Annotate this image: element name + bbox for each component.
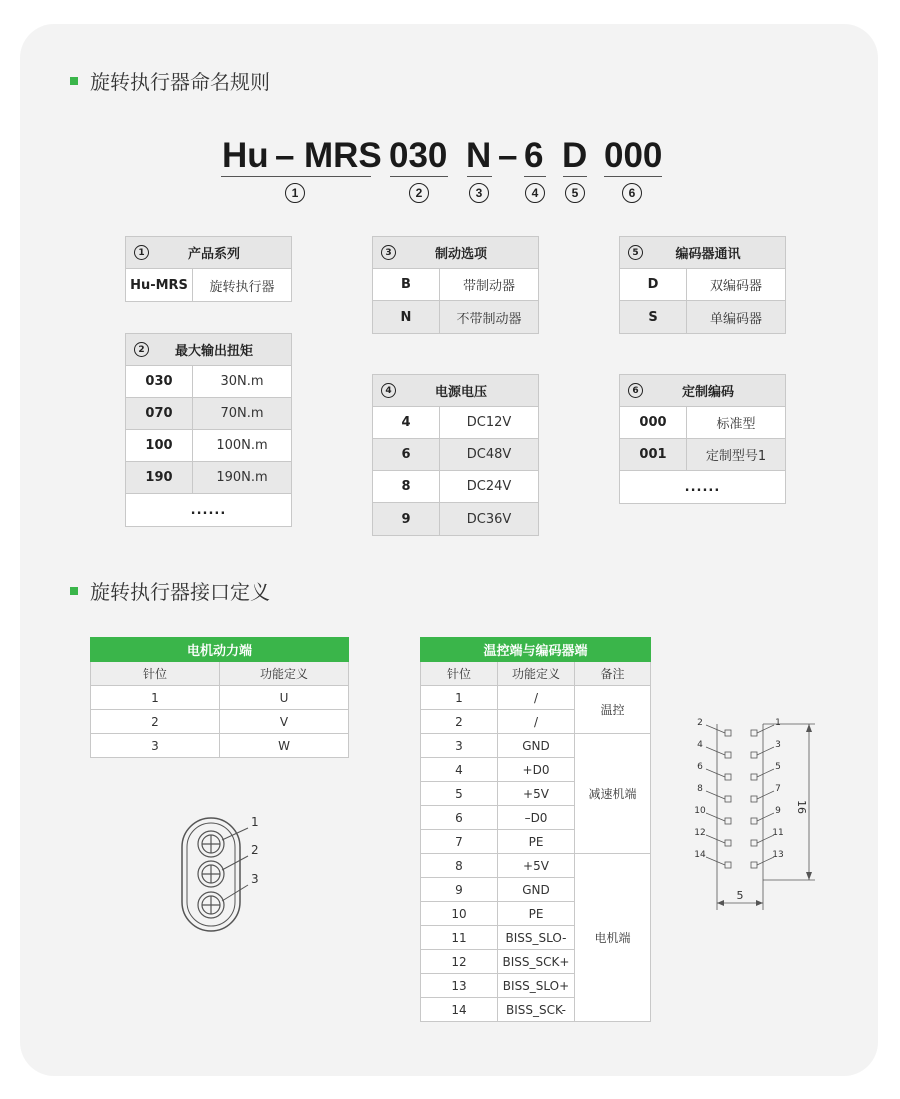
table-row: 001 定制型号1	[620, 439, 785, 471]
table-more-row: ......	[684, 479, 721, 495]
code-dash-1: –	[275, 136, 295, 175]
marker-5-icon: 5	[565, 183, 585, 203]
table-row: 7 PE	[421, 830, 651, 854]
table-row: 2 /	[421, 710, 651, 734]
pin-leader-line	[757, 769, 774, 777]
table-header: 4 电源电压	[373, 375, 538, 407]
code-part-custom: 000	[604, 136, 663, 175]
group-label: 温控	[575, 686, 651, 734]
pin-label: 13	[772, 850, 784, 860]
pin-label: 7	[775, 784, 781, 794]
pin-leader-line	[757, 791, 774, 799]
table-row: 5 +5V	[421, 782, 651, 806]
table-header: 3 制动选项	[373, 237, 538, 269]
pin-leader-line	[706, 857, 725, 865]
pin-left	[725, 840, 731, 846]
pin-label: 1	[775, 718, 781, 728]
pin-leader-line	[706, 813, 725, 821]
pin-left	[725, 774, 731, 780]
table-row: 8 +5V 电机端	[421, 854, 651, 878]
naming-section-title	[70, 66, 270, 95]
marker-6-icon: 6	[622, 183, 642, 203]
table-row: 6 –D0	[421, 806, 651, 830]
table-row: N 不带制动器	[373, 301, 538, 333]
pin-right	[751, 818, 757, 824]
table-row: 000 标准型	[620, 407, 785, 439]
table-row: 8 DC24V	[373, 471, 538, 503]
connector-label-1: 1	[251, 815, 259, 829]
table-row: Hu-MRS 旋转执行器	[126, 269, 291, 301]
pin-leader-line	[757, 725, 774, 733]
pin-left	[725, 752, 731, 758]
pin-leader-line	[757, 747, 774, 755]
pin-left	[725, 818, 731, 824]
table-row: 9 DC36V	[373, 503, 538, 535]
underline-encoder	[563, 176, 587, 177]
interface-section-title	[70, 576, 270, 605]
power-connector-diagram	[170, 810, 280, 935]
table-row: D 双编码器	[620, 269, 785, 301]
pin-label: 2	[697, 718, 703, 728]
underline-series	[221, 176, 371, 177]
pin-label: 9	[775, 806, 781, 816]
table-row: 100 100N.m	[126, 430, 291, 462]
table-custom-code	[619, 374, 786, 504]
table-row: 12 BISS_SCK+	[421, 950, 651, 974]
table-title: 温控端与编码器端	[421, 638, 651, 662]
pin-leader-line	[706, 725, 725, 733]
marker-1-icon: 1	[285, 183, 305, 203]
pin-label: 4	[697, 740, 703, 750]
pin-right	[751, 840, 757, 846]
pin-leader-line	[706, 835, 725, 843]
pin-right	[751, 774, 757, 780]
pin-leader-line	[706, 747, 725, 755]
pin-right	[751, 730, 757, 736]
table-more-row: ......	[190, 502, 227, 518]
group-label: 电机端	[575, 854, 651, 1022]
pin-label: 3	[775, 740, 781, 750]
marker-2-icon: 2	[409, 183, 429, 203]
table-max-torque	[125, 333, 292, 527]
table-row: 1 / 温控	[421, 686, 651, 710]
code-dash-2: –	[498, 136, 518, 175]
table-brake-options	[372, 236, 539, 334]
pin-leader-line	[706, 791, 725, 799]
table-title: 电机动力端	[91, 638, 349, 662]
signal-pin-table: 温控端与编码器端 针位 功能定义 备注 1 / 温控 2 / 3 GND 减速机端 4 +D0 5 +5V 6 –D0 7 PE 8 +5V 电机端 9 GND 10 PE 11 BISS_SLO- 12 BISS_SCK+ 13 BISS_SLO+ 14 BISS_SCK-	[420, 637, 651, 1022]
pin-label: 6	[697, 762, 703, 772]
underline-voltage	[524, 176, 546, 177]
power-pin-table: 电机动力端 针位 功能定义 1 U 2 V 3 W	[90, 637, 349, 758]
pin-label: 14	[694, 850, 706, 860]
table-row: 1 U	[91, 686, 349, 710]
pin-label: 8	[697, 784, 703, 794]
pin-right	[751, 862, 757, 868]
marker-1-icon: 1	[134, 245, 149, 260]
table-row: 3 GND 减速机端	[421, 734, 651, 758]
code-part-brake: N	[466, 136, 492, 175]
table-row: 9 GND	[421, 878, 651, 902]
pin-leader-line	[706, 769, 725, 777]
table-row: 11 BISS_SLO-	[421, 926, 651, 950]
pin-label: 12	[694, 828, 706, 838]
pin-label: 5	[775, 762, 781, 772]
table-row: 030 30N.m	[126, 366, 291, 398]
table-row: 190 190N.m	[126, 462, 291, 494]
table-row: 6 DC48V	[373, 439, 538, 471]
marker-4-icon: 4	[525, 183, 545, 203]
table-header: 5 编码器通讯	[620, 237, 785, 269]
underline-torque	[390, 176, 448, 177]
table-row: 13 BISS_SLO+	[421, 974, 651, 998]
table-header: 6 定制编码	[620, 375, 785, 407]
marker-5-icon: 5	[628, 245, 643, 260]
bullet-square-icon	[70, 587, 78, 595]
table-header: 2 最大输出扭矩	[126, 334, 291, 366]
interface-title-text: 旋转执行器接口定义	[90, 580, 270, 604]
table-product-series	[125, 236, 292, 302]
marker-3-icon: 3	[381, 245, 396, 260]
underline-custom	[604, 176, 662, 177]
marker-3-icon: 3	[469, 183, 489, 203]
table-row: B 带制动器	[373, 269, 538, 301]
group-label: 减速机端	[575, 734, 651, 854]
table-supply-voltage	[372, 374, 539, 536]
code-part-torque: 030	[389, 136, 448, 175]
table-row: 14 BISS_SCK-	[421, 998, 651, 1022]
underline-brake	[467, 176, 492, 177]
dimension-width-label: 5	[736, 889, 744, 902]
table-header: 1 产品系列	[126, 237, 291, 269]
table-row: 070 70N.m	[126, 398, 291, 430]
table-encoder-comm	[619, 236, 786, 334]
naming-title-text: 旋转执行器命名规则	[90, 70, 270, 94]
table-row: 3 W	[91, 734, 349, 758]
marker-6-icon: 6	[628, 383, 643, 398]
code-part-mrs: MRS	[304, 136, 382, 175]
marker-4-icon: 4	[381, 383, 396, 398]
pin-left	[725, 862, 731, 868]
code-part-encoder: D	[562, 136, 588, 175]
table-row: 4 DC12V	[373, 407, 538, 439]
table-row: 2 V	[91, 710, 349, 734]
pin-right	[751, 752, 757, 758]
bullet-square-icon	[70, 77, 78, 85]
marker-2-icon: 2	[134, 342, 149, 357]
table-row: 10 PE	[421, 902, 651, 926]
pin-leader-line	[757, 813, 774, 821]
code-part-hu: Hu	[222, 136, 269, 175]
table-row: S 单编码器	[620, 301, 785, 333]
dimension-height-label: 16	[795, 800, 808, 814]
connector-label-3: 3	[251, 872, 259, 886]
code-part-voltage: 6	[524, 136, 544, 175]
pin-right	[751, 796, 757, 802]
pin-label: 11	[772, 828, 784, 838]
connector-label-2: 2	[251, 843, 259, 857]
pin-grid	[694, 718, 783, 868]
pin-left	[725, 730, 731, 736]
table-row: 4 +D0	[421, 758, 651, 782]
pin-layout-diagram	[680, 710, 830, 920]
pin-label: 10	[694, 806, 706, 816]
pin-left	[725, 796, 731, 802]
